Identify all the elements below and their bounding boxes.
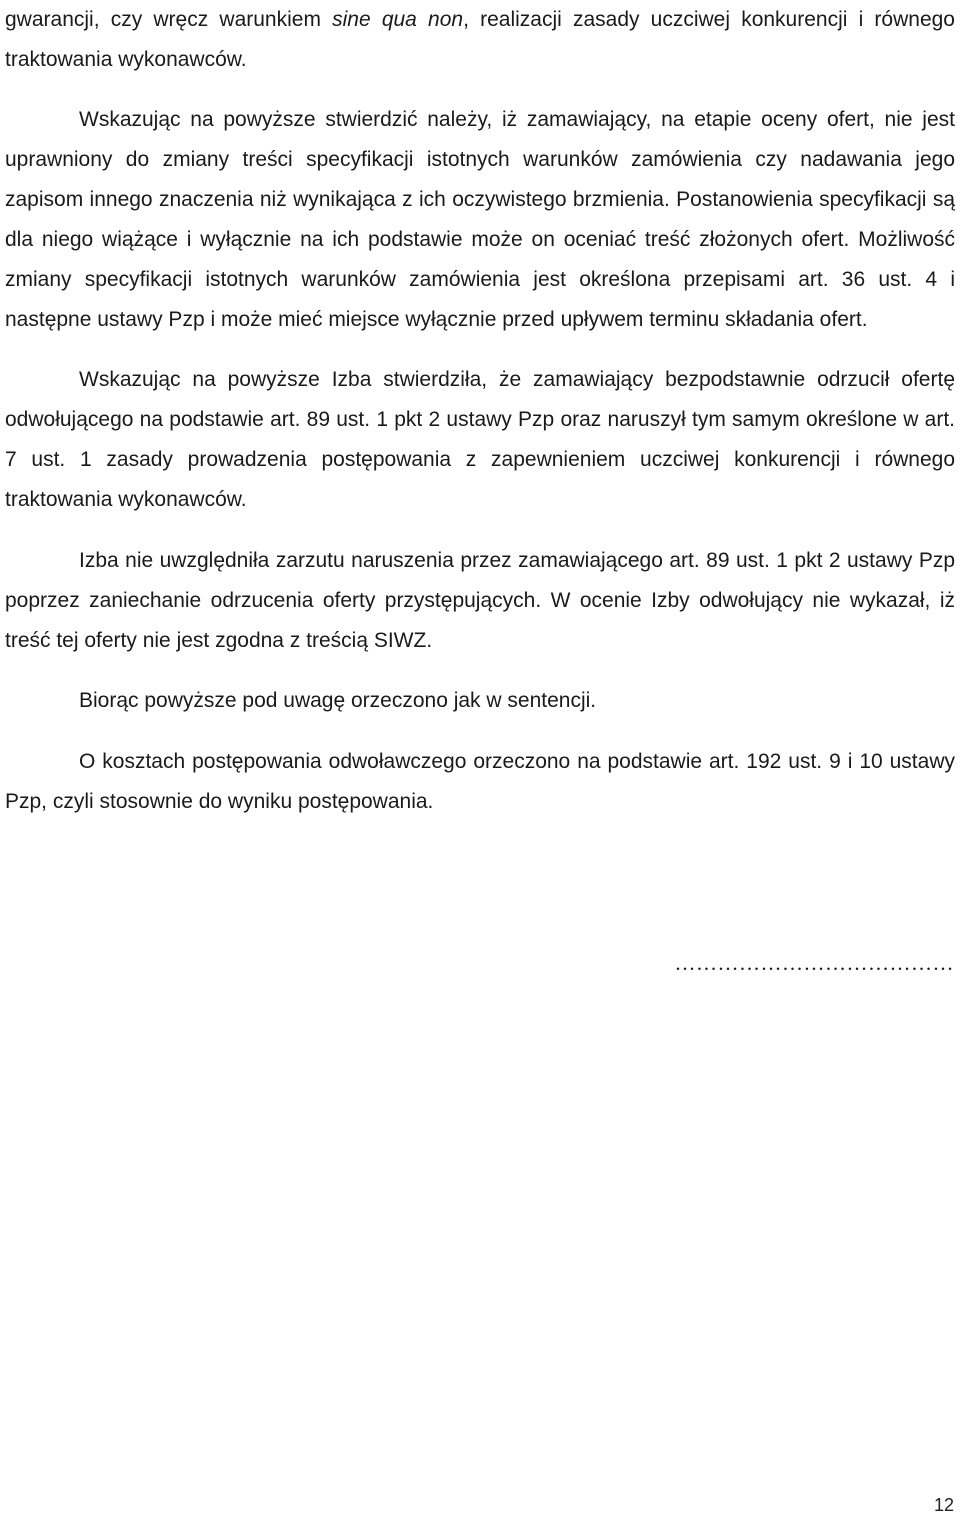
latin-phrase: sine qua non: [332, 8, 464, 31]
paragraph-costs: O kosztach postępowania odwoławczego orzeczono na podstawie art. 192 ust. 9 i 10 ustawy Pzp, czyli stosownie do wyniku postępowania.: [5, 750, 955, 813]
document-body: [5, 0, 955, 822]
page-number: 12: [933, 1495, 954, 1515]
paragraph-ruling: Biorąc powyższe pod uwagę orzeczono jak w sentencji.: [79, 689, 597, 712]
paragraph-continuation: [5, 0, 955, 80]
paragraph-unaccepted-claim: Izba nie uwzględniła zarzutu naruszenia przez zamawiającego art. 89 ust. 1 pkt 2 ustawy Pzp poprzez zaniechanie odrzucenia oferty przystępujących. W ocenie Izby odwołujący nie wykazał, iż treść tej oferty nie jest zgodna z treścią SIWZ.: [5, 549, 955, 652]
paragraph-text: gwarancji, czy wręcz warunkiem: [5, 8, 333, 31]
signature-line: …………………………………: [674, 951, 954, 975]
paragraph-text: , realizacji zasady uczciwej konkurencji i równego traktowania wykonawców.: [5, 8, 955, 71]
paragraph-specification: Wskazując na powyższe stwierdzić należy, iż zamawiający, na etapie oceny ofert, nie jest uprawniony do zmiany treści specyfikacji istotnych warunków zamówienia czy nadawania jego zapisom innego znaczenia niż wynikająca z ich oczywistego brzmienia. Postanowienia specyfikacji są dla niego wiążące i wyłącznie na ich podstawie może on oceniać treść złożonych ofert. Możliwość zmiany specyfikacji istotnych warunków zamówienia jest określona przepisami art. 36 ust. 4 i następne ustawy Pzp i może mieć miejsce wyłącznie przed upływem terminu składania ofert.: [5, 108, 955, 331]
paragraph-rejection-finding: Wskazując na powyższe Izba stwierdziła, że zamawiający bezpodstawnie odrzucił ofertę odwołującego na podstawie art. 89 ust. 1 pkt 2 ustawy Pzp oraz naruszył tym samym określone w art. 7 ust. 1 zasady prowadzenia postępowania z zapewnieniem uczciwej konkurencji i równego traktowania wykonawców.: [5, 368, 955, 511]
